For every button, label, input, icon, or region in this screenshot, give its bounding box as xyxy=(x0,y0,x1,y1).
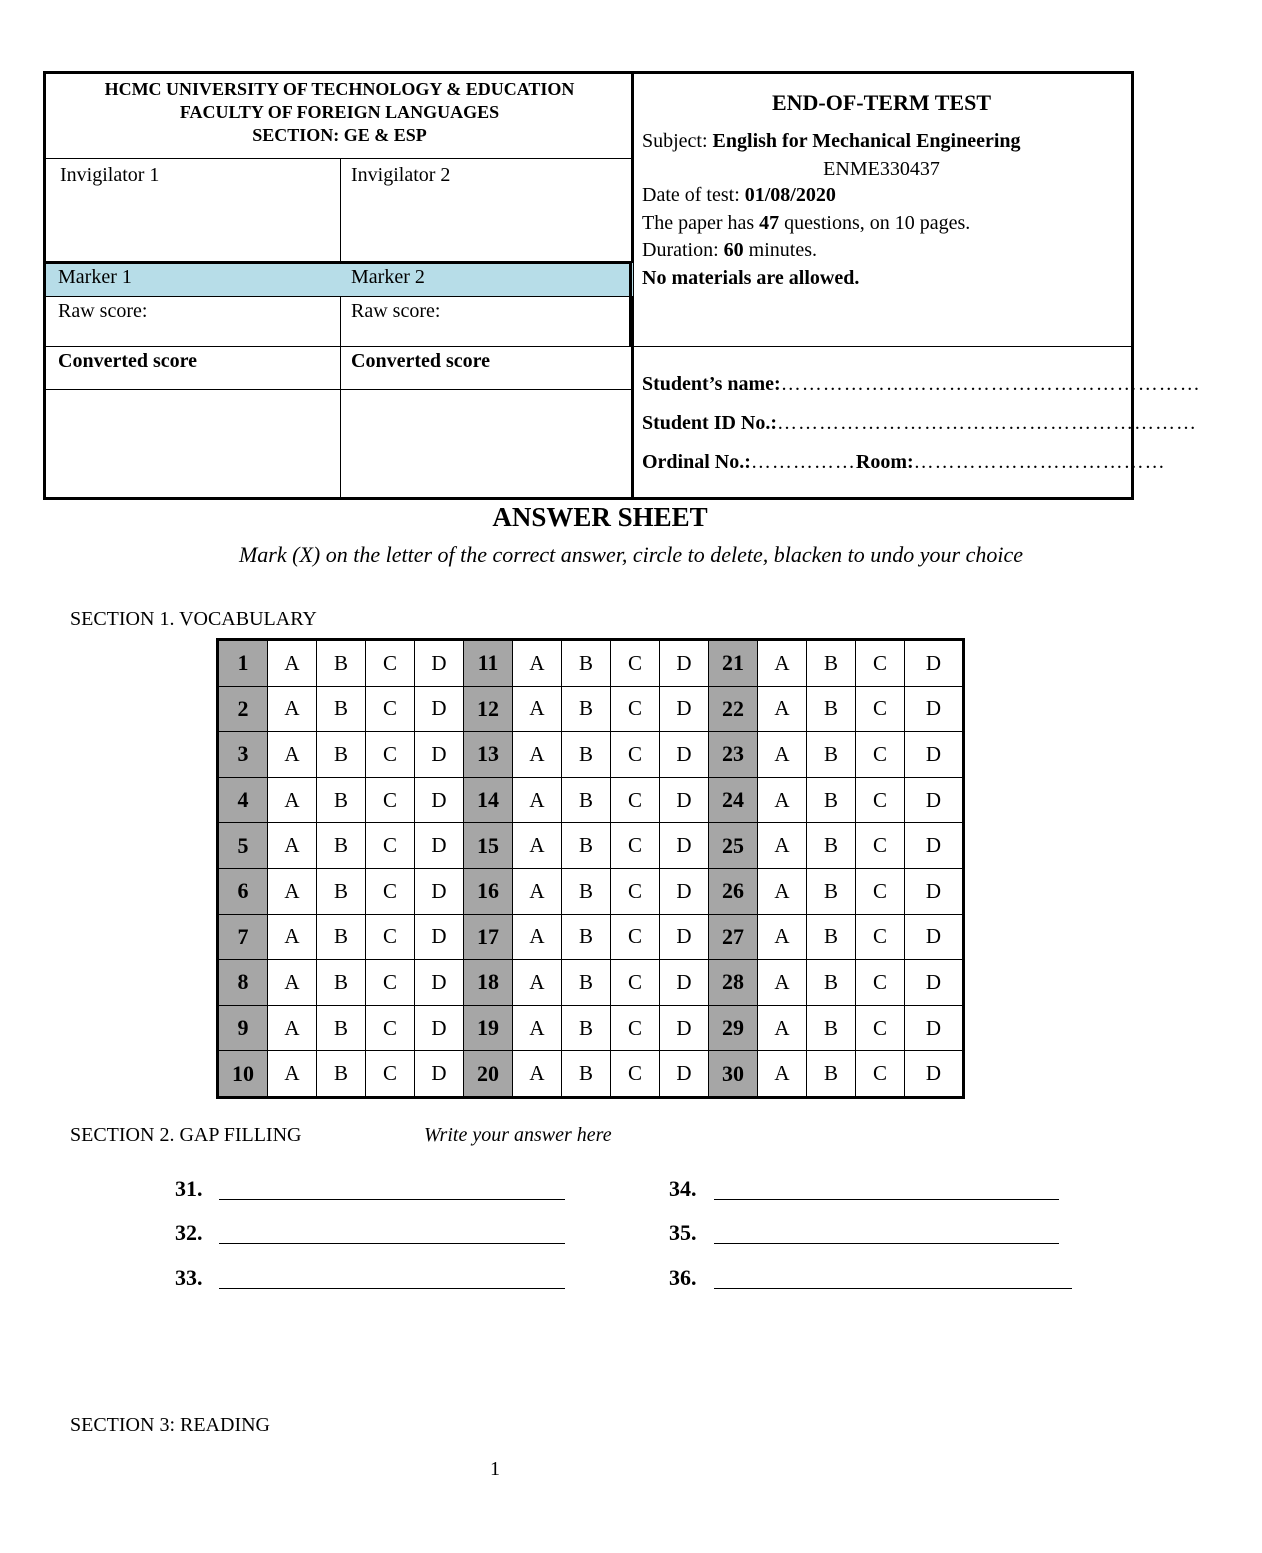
header-rule xyxy=(46,158,632,159)
answer-option-b[interactable]: B xyxy=(562,686,611,732)
answer-option-c[interactable]: C xyxy=(611,960,660,1006)
question-number: 17 xyxy=(464,914,513,960)
answer-option-b[interactable]: B xyxy=(807,868,856,914)
question-number: 26 xyxy=(709,868,758,914)
student-id-field[interactable]: …………………………………………………… xyxy=(777,412,1198,434)
gap-item-number: 31. xyxy=(175,1176,203,1201)
vocabulary-answer-grid xyxy=(216,638,965,1099)
answer-option-c[interactable]: C xyxy=(611,777,660,823)
question-number: 30 xyxy=(709,1051,758,1098)
duration-label: Duration: xyxy=(642,239,719,261)
answer-option-b[interactable]: B xyxy=(807,1051,856,1098)
test-title: END-OF-TERM TEST xyxy=(771,90,991,115)
answer-option-d[interactable]: D xyxy=(415,1051,464,1098)
answer-option-d[interactable]: D xyxy=(905,914,964,960)
answer-option-b[interactable]: B xyxy=(562,960,611,1006)
answer-option-b[interactable]: B xyxy=(807,777,856,823)
exam-header xyxy=(43,71,1201,500)
answer-option-c[interactable]: C xyxy=(366,640,415,687)
answer-option-c[interactable]: C xyxy=(366,960,415,1006)
gap-item-number: 32. xyxy=(175,1220,203,1245)
answer-option-a[interactable]: A xyxy=(513,777,562,823)
answer-option-c[interactable]: C xyxy=(856,732,905,778)
pages-line xyxy=(642,212,970,235)
answer-option-c[interactable]: C xyxy=(856,914,905,960)
question-number: 29 xyxy=(709,1005,758,1051)
question-number: 12 xyxy=(464,686,513,732)
question-number: 9 xyxy=(218,1005,268,1051)
raw-score-2-label: Raw score: xyxy=(351,300,441,322)
answer-option-a[interactable]: A xyxy=(513,686,562,732)
answer-option-a[interactable]: A xyxy=(758,914,807,960)
student-id-line xyxy=(642,412,1198,435)
gap-answer-line-35[interactable] xyxy=(714,1243,1059,1244)
answer-option-a[interactable]: A xyxy=(268,732,317,778)
answer-option-c[interactable]: C xyxy=(366,686,415,732)
subject-label: Subject: xyxy=(642,130,708,152)
answer-option-b[interactable]: B xyxy=(562,1051,611,1098)
answer-option-d[interactable]: D xyxy=(905,868,964,914)
answer-option-c[interactable]: C xyxy=(611,914,660,960)
answer-option-a[interactable]: A xyxy=(758,732,807,778)
answer-option-d[interactable]: D xyxy=(415,640,464,687)
answer-option-b[interactable]: B xyxy=(562,914,611,960)
answer-option-a[interactable]: A xyxy=(513,640,562,687)
gap-answer-line-36[interactable] xyxy=(714,1288,1072,1289)
answer-option-d[interactable]: D xyxy=(415,823,464,869)
answer-option-c[interactable]: C xyxy=(856,1005,905,1051)
question-number: 19 xyxy=(464,1005,513,1051)
answer-option-b[interactable]: B xyxy=(317,777,366,823)
answer-option-c[interactable]: C xyxy=(611,732,660,778)
grid-row xyxy=(218,640,964,687)
marker-box-right xyxy=(629,261,632,346)
subject-line xyxy=(642,130,1021,153)
question-number: 7 xyxy=(218,914,268,960)
answer-option-c[interactable]: C xyxy=(366,777,415,823)
raw-score-1-label: Raw score: xyxy=(58,300,148,322)
answer-option-a[interactable]: A xyxy=(758,640,807,687)
answer-option-b[interactable]: B xyxy=(807,914,856,960)
answer-option-d[interactable]: D xyxy=(660,960,709,1006)
answer-option-a[interactable]: A xyxy=(758,868,807,914)
ordinal-field[interactable]: …………… xyxy=(750,451,856,473)
marker-row-top xyxy=(46,261,632,264)
room-label: Room: xyxy=(855,451,914,473)
question-number: 25 xyxy=(709,823,758,869)
section-name: SECTION: GE & ESP xyxy=(252,125,427,145)
answer-option-b[interactable]: B xyxy=(562,823,611,869)
answer-option-d[interactable]: D xyxy=(415,960,464,1006)
gap-answer-line-34[interactable] xyxy=(714,1199,1059,1200)
answer-option-d[interactable]: D xyxy=(905,686,964,732)
answer-option-a[interactable]: A xyxy=(268,960,317,1006)
student-id-label: Student ID No.: xyxy=(642,412,778,434)
answer-option-d[interactable]: D xyxy=(660,1051,709,1098)
answer-option-d[interactable]: D xyxy=(660,777,709,823)
section-1-heading: SECTION 1. VOCABULARY xyxy=(70,608,317,630)
marker-1-label: Marker 1 xyxy=(58,266,132,288)
answer-option-b[interactable]: B xyxy=(317,868,366,914)
answer-option-a[interactable]: A xyxy=(758,1005,807,1051)
question-number: 8 xyxy=(218,960,268,1006)
answer-option-b[interactable]: B xyxy=(317,640,366,687)
score-row-rule xyxy=(46,346,1131,347)
answer-option-d[interactable]: D xyxy=(905,823,964,869)
section-2-instruction: Write your answer here xyxy=(424,1124,612,1146)
university-block xyxy=(46,78,633,147)
answer-option-b[interactable]: B xyxy=(317,1005,366,1051)
grid-row xyxy=(218,960,964,1006)
answer-option-c[interactable]: C xyxy=(366,823,415,869)
answer-option-a[interactable]: A xyxy=(268,1005,317,1051)
answer-option-b[interactable]: B xyxy=(807,640,856,687)
question-number: 15 xyxy=(464,823,513,869)
answer-option-c[interactable]: C xyxy=(366,732,415,778)
answer-option-d[interactable]: D xyxy=(905,640,964,687)
course-code: ENME330437 xyxy=(823,158,940,180)
answer-option-b[interactable]: B xyxy=(807,732,856,778)
answer-option-d[interactable]: D xyxy=(415,1005,464,1051)
section-3-heading: SECTION 3: READING xyxy=(70,1414,270,1436)
pages-suffix: questions, on 10 pages. xyxy=(784,212,971,234)
answer-option-b[interactable]: B xyxy=(807,1005,856,1051)
answer-instruction: Mark (X) on the letter of the correct answer, circle to delete, blacken to undo your choice xyxy=(238,542,1024,567)
answer-option-b[interactable]: B xyxy=(317,914,366,960)
question-number: 16 xyxy=(464,868,513,914)
answer-option-d[interactable]: D xyxy=(660,914,709,960)
subject-value: English for Mechanical Engineering xyxy=(712,130,1021,152)
question-number: 10 xyxy=(218,1051,268,1098)
grid-row xyxy=(218,777,964,823)
answer-option-a[interactable]: A xyxy=(268,914,317,960)
answer-option-a[interactable]: A xyxy=(513,960,562,1006)
grid-row xyxy=(218,868,964,914)
answer-option-d[interactable]: D xyxy=(905,960,964,1006)
answer-sheet-title: ANSWER SHEET xyxy=(492,502,708,532)
duration-line xyxy=(642,239,817,262)
answer-option-a[interactable]: A xyxy=(268,777,317,823)
answer-option-a[interactable]: A xyxy=(513,732,562,778)
answer-option-b[interactable]: B xyxy=(562,868,611,914)
answer-option-d[interactable]: D xyxy=(415,868,464,914)
gap-answer-line-32[interactable] xyxy=(219,1243,565,1244)
grid-row xyxy=(218,1005,964,1051)
question-number: 4 xyxy=(218,777,268,823)
answer-option-a[interactable]: A xyxy=(758,960,807,1006)
answer-option-a[interactable]: A xyxy=(268,868,317,914)
answer-option-d[interactable]: D xyxy=(415,732,464,778)
answer-option-b[interactable]: B xyxy=(317,823,366,869)
ordinal-label: Ordinal No.: xyxy=(642,451,751,473)
answer-option-d[interactable]: D xyxy=(905,777,964,823)
answer-option-d[interactable]: D xyxy=(905,1051,964,1098)
answer-option-c[interactable]: C xyxy=(856,868,905,914)
answer-option-a[interactable]: A xyxy=(758,1051,807,1098)
answer-option-a[interactable]: A xyxy=(758,686,807,732)
converted-row-rule xyxy=(46,389,632,390)
answer-option-c[interactable]: C xyxy=(366,914,415,960)
answer-option-d[interactable]: D xyxy=(905,732,964,778)
answer-option-c[interactable]: C xyxy=(366,868,415,914)
marker-row-highlight xyxy=(46,263,633,296)
answer-option-b[interactable]: B xyxy=(562,1005,611,1051)
student-name-label: Student’s name: xyxy=(642,373,781,395)
converted-score-1-label: Converted score xyxy=(58,350,198,372)
answer-option-a[interactable]: A xyxy=(513,914,562,960)
room-field[interactable]: ……………………………… xyxy=(913,451,1166,473)
question-count: 47 xyxy=(759,212,780,234)
answer-option-b[interactable]: B xyxy=(807,823,856,869)
answer-option-d[interactable]: D xyxy=(660,1005,709,1051)
grid-row xyxy=(218,914,964,960)
answer-option-d[interactable]: D xyxy=(415,777,464,823)
answer-option-d[interactable]: D xyxy=(660,823,709,869)
date-value: 01/08/2020 xyxy=(744,184,836,206)
answer-option-d[interactable]: D xyxy=(415,914,464,960)
answer-option-c[interactable]: C xyxy=(611,686,660,732)
answer-option-c[interactable]: C xyxy=(611,868,660,914)
answer-option-d[interactable]: D xyxy=(660,640,709,687)
faculty-name: FACULTY OF FOREIGN LANGUAGES xyxy=(179,102,500,122)
answer-option-a[interactable]: A xyxy=(268,823,317,869)
answer-option-b[interactable]: B xyxy=(562,777,611,823)
section-2-heading: SECTION 2. GAP FILLING xyxy=(70,1124,302,1146)
marker-row-bottom xyxy=(46,296,632,297)
answer-option-b[interactable]: B xyxy=(562,640,611,687)
question-number: 14 xyxy=(464,777,513,823)
answer-option-c[interactable]: C xyxy=(856,823,905,869)
answer-option-c[interactable]: C xyxy=(856,640,905,687)
answer-option-d[interactable]: D xyxy=(660,732,709,778)
header-column-rule xyxy=(340,158,341,497)
university-name: HCMC UNIVERSITY OF TECHNOLOGY & EDUCATION xyxy=(104,79,575,99)
answer-option-a[interactable]: A xyxy=(268,640,317,687)
question-number: 13 xyxy=(464,732,513,778)
answer-option-c[interactable]: C xyxy=(611,1051,660,1098)
answer-option-c[interactable]: C xyxy=(611,823,660,869)
answer-option-a[interactable]: A xyxy=(513,1005,562,1051)
answer-option-c[interactable]: C xyxy=(856,777,905,823)
answer-option-a[interactable]: A xyxy=(268,686,317,732)
student-name-line xyxy=(642,373,1201,396)
answer-option-a[interactable]: A xyxy=(513,1051,562,1098)
gap-item-number: 34. xyxy=(669,1176,697,1201)
answer-option-c[interactable]: C xyxy=(856,686,905,732)
answer-option-b[interactable]: B xyxy=(562,732,611,778)
grid-row xyxy=(218,823,964,869)
answer-option-b[interactable]: B xyxy=(317,960,366,1006)
answer-option-b[interactable]: B xyxy=(317,686,366,732)
answer-option-a[interactable]: A xyxy=(758,823,807,869)
question-number: 18 xyxy=(464,960,513,1006)
answer-option-a[interactable]: A xyxy=(513,823,562,869)
student-name-field[interactable]: …………………………………………………… xyxy=(780,373,1201,395)
question-number: 24 xyxy=(709,777,758,823)
answer-option-d[interactable]: D xyxy=(415,686,464,732)
question-number: 27 xyxy=(709,914,758,960)
gap-answer-line-31[interactable] xyxy=(219,1199,565,1200)
grid-row xyxy=(218,732,964,778)
question-number: 2 xyxy=(218,686,268,732)
answer-option-d[interactable]: D xyxy=(660,868,709,914)
question-number: 20 xyxy=(464,1051,513,1098)
answer-option-b[interactable]: B xyxy=(317,1051,366,1098)
duration-value: 60 xyxy=(723,239,744,261)
question-number: 28 xyxy=(709,960,758,1006)
answer-option-a[interactable]: A xyxy=(513,868,562,914)
answer-option-a[interactable]: A xyxy=(758,777,807,823)
answer-option-c[interactable]: C xyxy=(366,1005,415,1051)
answer-option-c[interactable]: C xyxy=(856,1051,905,1098)
grid-row xyxy=(218,1051,964,1098)
invigilator-1-label: Invigilator 1 xyxy=(60,164,160,186)
gap-item-number: 33. xyxy=(175,1265,203,1290)
answer-option-c[interactable]: C xyxy=(366,1051,415,1098)
answer-option-b[interactable]: B xyxy=(807,960,856,1006)
gap-answer-line-33[interactable] xyxy=(219,1288,565,1289)
materials-note: No materials are allowed. xyxy=(642,267,860,289)
gap-item-number: 36. xyxy=(669,1265,697,1290)
answer-option-c[interactable]: C xyxy=(611,1005,660,1051)
answer-option-d[interactable]: D xyxy=(905,1005,964,1051)
question-number: 3 xyxy=(218,732,268,778)
answer-option-c[interactable]: C xyxy=(856,960,905,1006)
answer-option-b[interactable]: B xyxy=(807,686,856,732)
question-number: 5 xyxy=(218,823,268,869)
grid-row xyxy=(218,686,964,732)
question-number: 11 xyxy=(464,640,513,687)
answer-option-c[interactable]: C xyxy=(611,640,660,687)
ordinal-room-line xyxy=(642,451,1166,474)
converted-score-2-label: Converted score xyxy=(351,350,491,372)
question-number: 6 xyxy=(218,868,268,914)
answer-option-b[interactable]: B xyxy=(317,732,366,778)
question-number: 22 xyxy=(709,686,758,732)
gap-item-number: 35. xyxy=(669,1220,697,1245)
marker-2-label: Marker 2 xyxy=(351,266,425,288)
date-line xyxy=(642,184,836,207)
answer-option-a[interactable]: A xyxy=(268,1051,317,1098)
invigilator-2-label: Invigilator 2 xyxy=(351,164,451,186)
pages-prefix: The paper has xyxy=(642,212,755,234)
question-number: 1 xyxy=(218,640,268,687)
question-number: 23 xyxy=(709,732,758,778)
duration-suffix: minutes. xyxy=(748,239,817,261)
answer-option-d[interactable]: D xyxy=(660,686,709,732)
question-number: 21 xyxy=(709,640,758,687)
page-number: 1 xyxy=(490,1458,500,1480)
date-label: Date of test: xyxy=(642,184,740,206)
